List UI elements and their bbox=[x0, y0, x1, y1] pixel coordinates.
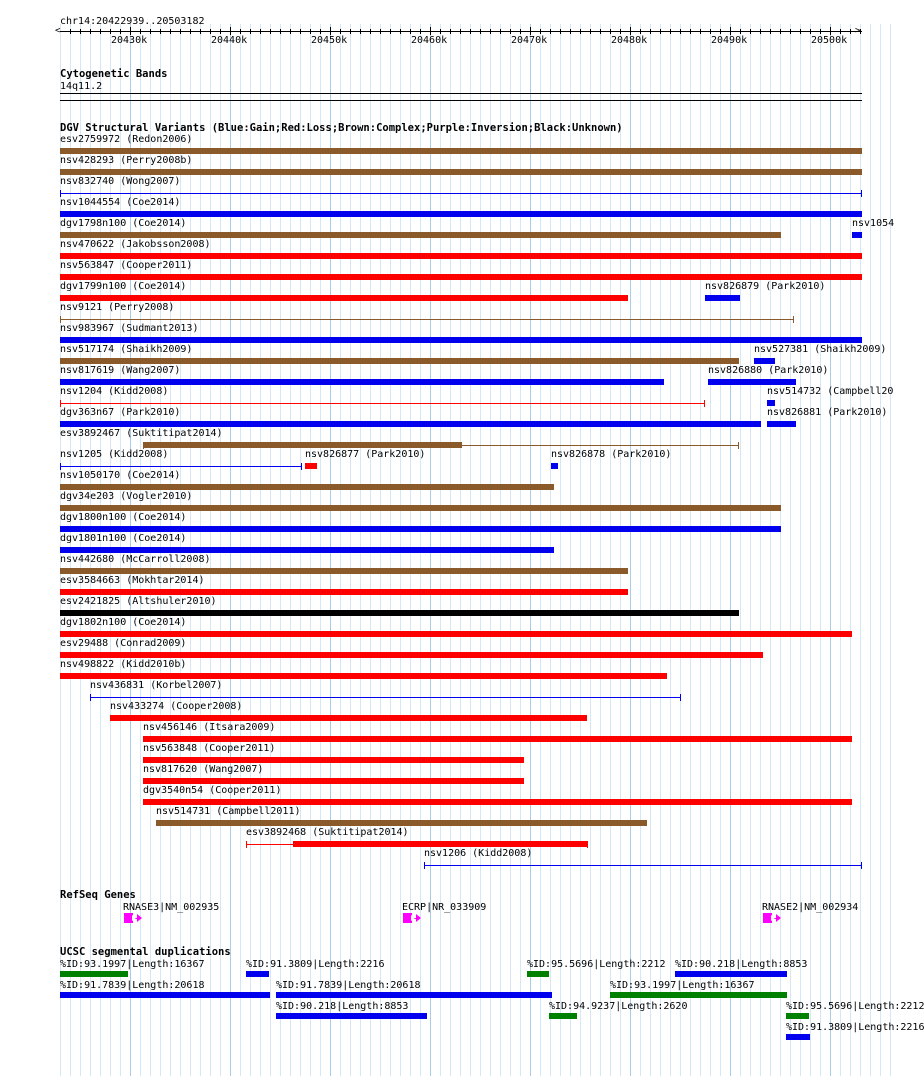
ruler-tick bbox=[660, 29, 661, 34]
dgv-feature-line[interactable] bbox=[60, 403, 705, 404]
ruler-tick bbox=[240, 29, 241, 34]
ruler-tick bbox=[780, 29, 781, 34]
segdup-track-title[interactable]: UCSC segmental duplications bbox=[60, 946, 231, 958]
ruler-tick bbox=[140, 29, 141, 34]
ruler-tick bbox=[750, 29, 751, 34]
ruler-tick bbox=[600, 29, 601, 34]
strand-arrow-icon bbox=[776, 914, 781, 922]
cytoband-line-bottom bbox=[60, 100, 862, 101]
dgv-feature-label[interactable]: nsv517174 (Shaikh2009) bbox=[60, 344, 193, 355]
dgv-feature-bar[interactable] bbox=[754, 358, 775, 364]
segdup-bar[interactable] bbox=[60, 971, 128, 977]
dgv-feature-label[interactable]: nsv456146 (Itsara2009) bbox=[143, 722, 276, 733]
segdup-bar[interactable] bbox=[276, 1013, 427, 1019]
segdup-label[interactable]: %ID:91.3809|Length:2216 bbox=[246, 959, 385, 970]
dgv-feature-cap bbox=[60, 316, 61, 323]
dgv-feature-bar[interactable] bbox=[60, 652, 763, 658]
ruler-tick bbox=[790, 29, 791, 34]
segdup-label[interactable]: %ID:93.1997|Length:16367 bbox=[60, 959, 205, 970]
dgv-feature-line[interactable] bbox=[424, 865, 862, 866]
ruler-tick bbox=[270, 29, 271, 34]
strand-arrow-icon bbox=[416, 914, 421, 922]
ruler-tick bbox=[300, 29, 301, 34]
dgv-feature-label[interactable]: nsv470622 (Jakobsson2008) bbox=[60, 239, 211, 250]
ruler-tick bbox=[580, 29, 581, 34]
dgv-feature-bar[interactable] bbox=[60, 547, 554, 553]
ruler-tick-label: 20460k bbox=[411, 35, 448, 46]
ruler-tick bbox=[340, 29, 341, 34]
dgv-feature-label[interactable]: nsv514732 (Campbell20 bbox=[767, 386, 894, 397]
ruler-tick bbox=[310, 29, 311, 34]
segdup-bar[interactable] bbox=[527, 971, 549, 977]
ruler-tick bbox=[450, 29, 451, 34]
dgv-feature-bar[interactable] bbox=[110, 715, 587, 721]
ruler-tick bbox=[120, 29, 121, 34]
dgv-feature-bar[interactable] bbox=[60, 379, 664, 385]
ruler-tick bbox=[440, 29, 441, 34]
segdup-label[interactable]: %ID:94.9237|Length:2620 bbox=[549, 1001, 688, 1012]
dgv-feature-label[interactable]: nsv1206 (Kidd2008) bbox=[424, 848, 533, 859]
ruler-tick bbox=[430, 27, 431, 35]
ruler-tick-label: 20430k bbox=[111, 35, 148, 46]
ruler-tick bbox=[610, 29, 611, 34]
ruler-tick bbox=[400, 29, 401, 34]
dgv-feature-bar[interactable] bbox=[60, 358, 739, 364]
dgv-feature-cap bbox=[738, 442, 739, 449]
ruler-tick bbox=[320, 29, 321, 34]
dgv-feature-bar[interactable] bbox=[60, 421, 761, 427]
dgv-feature-bar[interactable] bbox=[60, 484, 554, 490]
ruler-tick bbox=[420, 29, 421, 34]
ruler-tick-label: 20450k bbox=[311, 35, 348, 46]
dgv-feature-label[interactable]: dgv1801n100 (Coe2014) bbox=[60, 533, 187, 544]
dgv-feature-cap bbox=[680, 694, 681, 701]
dgv-feature-bar[interactable] bbox=[60, 568, 628, 574]
dgv-feature-cap bbox=[301, 463, 302, 470]
segdup-bar[interactable] bbox=[675, 971, 787, 977]
dgv-feature-bar[interactable] bbox=[60, 148, 862, 154]
dgv-feature-label[interactable]: esv3584663 (Mokhtar2014) bbox=[60, 575, 205, 586]
dgv-feature-cap bbox=[424, 862, 425, 869]
dgv-feature-label[interactable]: nsv1205 (Kidd2008) bbox=[60, 449, 169, 460]
dgv-feature-bar[interactable] bbox=[60, 232, 781, 238]
dgv-feature-bar[interactable] bbox=[60, 610, 739, 616]
ruler-tick bbox=[520, 29, 521, 34]
ruler-tick bbox=[470, 29, 471, 34]
ruler-tick bbox=[590, 29, 591, 34]
ruler-tick bbox=[630, 27, 631, 35]
ruler-tick bbox=[810, 29, 811, 34]
dgv-feature-bar[interactable] bbox=[143, 799, 852, 805]
dgv-feature-cap bbox=[60, 400, 61, 407]
dgv-feature-label[interactable]: nsv1204 (Kidd2008) bbox=[60, 386, 169, 397]
ruler-tick bbox=[150, 29, 151, 34]
dgv-feature-bar[interactable] bbox=[60, 295, 628, 301]
ruler-tick bbox=[540, 29, 541, 34]
gene-label[interactable]: RNASE3|NM_002935 bbox=[123, 902, 220, 913]
dgv-feature-bar[interactable] bbox=[60, 169, 862, 175]
dgv-feature-label[interactable]: nsv563848 (Cooper2011) bbox=[143, 743, 276, 754]
dgv-feature-bar[interactable] bbox=[60, 253, 862, 259]
cytoband-label: 14q11.2 bbox=[60, 81, 103, 92]
ruler-tick bbox=[800, 29, 801, 34]
dgv-feature-label[interactable]: nsv442680 (McCarroll2008) bbox=[60, 554, 211, 565]
ruler-tick bbox=[190, 29, 191, 34]
strand-arrow-icon bbox=[132, 915, 136, 921]
segdup-bar[interactable] bbox=[549, 1013, 577, 1019]
ruler-tick bbox=[650, 29, 651, 34]
ruler-tick bbox=[460, 29, 461, 34]
ruler-tick bbox=[70, 29, 71, 34]
dgv-feature-label[interactable]: nsv436831 (Korbel2007) bbox=[90, 680, 223, 691]
ruler-tick-label: 20470k bbox=[511, 35, 548, 46]
ruler-tick-label: 20440k bbox=[211, 35, 248, 46]
ruler-tick bbox=[510, 29, 511, 34]
dgv-feature-bar[interactable] bbox=[143, 736, 852, 742]
ruler-tick bbox=[700, 29, 701, 34]
ruler-tick bbox=[200, 29, 201, 34]
ruler-tick-label: 20500k bbox=[811, 35, 848, 46]
dgv-feature-label[interactable]: dgv1800n100 (Coe2014) bbox=[60, 512, 187, 523]
cytoband-track-title[interactable]: Cytogenetic Bands bbox=[60, 68, 168, 80]
segdup-bar[interactable] bbox=[786, 1034, 810, 1040]
ruler-tick bbox=[530, 27, 531, 35]
dgv-feature-bar[interactable] bbox=[293, 841, 588, 847]
gene-label[interactable]: RNASE2|NM_002934 bbox=[762, 902, 859, 913]
ruler-position: chr14:20422939..20503182 bbox=[60, 16, 205, 27]
dgv-feature-bar[interactable] bbox=[60, 505, 781, 511]
dgv-feature-bar[interactable] bbox=[767, 400, 775, 406]
segdup-label[interactable]: %ID:90.218|Length:8853 bbox=[675, 959, 808, 970]
dgv-feature-label[interactable]: esv29488 (Conrad2009) bbox=[60, 638, 187, 649]
ruler-tick bbox=[690, 29, 691, 34]
ruler-tick bbox=[480, 29, 481, 34]
refseq-track-title[interactable]: RefSeq Genes bbox=[60, 889, 136, 901]
dgv-feature-cap bbox=[704, 400, 705, 407]
dgv-feature-label[interactable]: nsv1044554 (Coe2014) bbox=[60, 197, 181, 208]
ruler-tick bbox=[390, 29, 391, 34]
segdup-label[interactable]: %ID:90.218|Length:8853 bbox=[276, 1001, 409, 1012]
ruler-tick bbox=[80, 29, 81, 34]
gene-label[interactable]: ECRP|NR_033909 bbox=[402, 902, 487, 913]
dgv-feature-cap bbox=[60, 190, 61, 197]
segdup-label[interactable]: %ID:91.7839|Length:20618 bbox=[276, 980, 421, 991]
dgv-feature-cap bbox=[861, 190, 862, 197]
dgv-feature-label[interactable]: nsv826878 (Park2010) bbox=[551, 449, 672, 460]
ruler-tick bbox=[860, 29, 861, 34]
ruler-tick bbox=[770, 29, 771, 34]
ruler-tick bbox=[680, 29, 681, 34]
ruler-tick bbox=[290, 29, 291, 34]
dgv-feature-label[interactable]: nsv826881 (Park2010) bbox=[767, 407, 888, 418]
ruler-tick bbox=[740, 29, 741, 34]
ruler-tick bbox=[830, 27, 831, 35]
ruler-tick bbox=[250, 29, 251, 34]
segdup-label[interactable]: %ID:95.5696|Length:2212 bbox=[527, 959, 666, 970]
dgv-feature-bar[interactable] bbox=[767, 421, 796, 427]
ruler-tick bbox=[760, 29, 761, 34]
segdup-label[interactable]: %ID:91.7839|Length:20618 bbox=[60, 980, 205, 991]
dgv-feature-line[interactable] bbox=[60, 319, 794, 320]
dgv-feature-label[interactable]: esv3892468 (Suktitipat2014) bbox=[246, 827, 409, 838]
dgv-feature-line[interactable] bbox=[60, 193, 862, 194]
segdup-bar[interactable] bbox=[276, 992, 552, 998]
dgv-feature-label[interactable]: nsv563847 (Cooper2011) bbox=[60, 260, 193, 271]
dgv-feature-bar[interactable] bbox=[60, 631, 852, 637]
dgv-feature-label[interactable]: nsv983967 (Sudmant2013) bbox=[60, 323, 199, 334]
dgv-feature-bar[interactable] bbox=[143, 757, 524, 763]
segdup-bar[interactable] bbox=[60, 992, 270, 998]
ruler-tick bbox=[100, 29, 101, 34]
dgv-feature-bar[interactable] bbox=[156, 820, 647, 826]
ruler-tick bbox=[550, 29, 551, 34]
dgv-feature-label[interactable]: nsv428293 (Perry2008b) bbox=[60, 155, 193, 166]
ruler-tick bbox=[850, 29, 851, 34]
dgv-feature-cap bbox=[60, 463, 61, 470]
dgv-feature-label[interactable]: nsv826879 (Park2010) bbox=[705, 281, 826, 292]
dgv-feature-bar[interactable] bbox=[60, 526, 781, 532]
ruler-right-arrow: > bbox=[855, 26, 861, 36]
ruler-tick bbox=[210, 29, 211, 34]
strand-arrow-icon bbox=[411, 915, 415, 921]
ruler-tick bbox=[560, 29, 561, 34]
dgv-feature-label[interactable]: nsv9121 (Perry2008) bbox=[60, 302, 175, 313]
segdup-bar[interactable] bbox=[610, 992, 787, 998]
dgv-feature-bar[interactable] bbox=[705, 295, 740, 301]
dgv-feature-bar[interactable] bbox=[60, 589, 628, 595]
dgv-feature-label[interactable]: nsv498822 (Kidd2010b) bbox=[60, 659, 187, 670]
dgv-track-title[interactable]: DGV Structural Variants (Blue:Gain;Red:Loss;Brown:Complex;Purple:Inversion;Black:Unknown) bbox=[60, 122, 623, 134]
strand-arrow-icon bbox=[137, 914, 142, 922]
ruler-tick bbox=[490, 29, 491, 34]
ruler-tick bbox=[90, 29, 91, 34]
dgv-feature-label[interactable]: dgv3540n54 (Cooper2011) bbox=[143, 785, 282, 796]
ruler-tick bbox=[710, 29, 711, 34]
ruler-tick bbox=[230, 27, 231, 35]
ruler-tick bbox=[280, 29, 281, 34]
ruler-tick bbox=[350, 29, 351, 34]
segdup-bar[interactable] bbox=[246, 971, 269, 977]
dgv-feature-cap bbox=[793, 316, 794, 323]
ruler-tick bbox=[840, 29, 841, 34]
ruler-tick bbox=[500, 29, 501, 34]
dgv-feature-bar[interactable] bbox=[143, 442, 462, 448]
dgv-feature-label[interactable]: dgv34e203 (Vogler2010) bbox=[60, 491, 193, 502]
ruler-tick bbox=[720, 29, 721, 34]
ruler-tick bbox=[130, 27, 131, 35]
dgv-feature-label[interactable]: nsv826880 (Park2010) bbox=[708, 365, 829, 376]
ruler-tick bbox=[670, 29, 671, 34]
ruler-tick bbox=[220, 29, 221, 34]
ruler-tick bbox=[370, 29, 371, 34]
ruler-tick bbox=[410, 29, 411, 34]
segdup-label[interactable]: %ID:93.1997|Length:16367 bbox=[610, 980, 755, 991]
ruler-left-arrow: < bbox=[55, 26, 61, 36]
ruler-tick bbox=[730, 27, 731, 35]
ruler-tick bbox=[380, 29, 381, 34]
dgv-feature-line[interactable] bbox=[90, 697, 681, 698]
dgv-feature-bar[interactable] bbox=[708, 379, 796, 385]
dgv-feature-label[interactable]: esv2421825 (Altshuler2010) bbox=[60, 596, 217, 607]
ruler-tick bbox=[110, 29, 111, 34]
dgv-feature-label[interactable]: nsv832740 (Wong2007) bbox=[60, 176, 181, 187]
dgv-feature-label[interactable]: nsv1050170 (Coe2014) bbox=[60, 470, 181, 481]
dgv-feature-label[interactable]: nsv817619 (Wang2007) bbox=[60, 365, 181, 376]
dgv-feature-label[interactable]: dgv363n67 (Park2010) bbox=[60, 407, 181, 418]
dgv-feature-bar[interactable] bbox=[551, 463, 558, 469]
cytoband-line-top bbox=[60, 93, 862, 94]
dgv-feature-bar[interactable] bbox=[305, 463, 317, 469]
ruler-tick bbox=[640, 29, 641, 34]
dgv-feature-bar[interactable] bbox=[60, 337, 862, 343]
ruler-tick bbox=[260, 29, 261, 34]
dgv-feature-bar[interactable] bbox=[60, 211, 862, 217]
ruler-tick bbox=[360, 29, 361, 34]
ruler-tick bbox=[820, 29, 821, 34]
dgv-feature-label[interactable]: nsv826877 (Park2010) bbox=[305, 449, 426, 460]
dgv-feature-line[interactable] bbox=[60, 466, 302, 467]
ruler-tick bbox=[570, 29, 571, 34]
strand-arrow-icon bbox=[771, 915, 775, 921]
ruler-tick bbox=[180, 29, 181, 34]
dgv-feature-bar[interactable] bbox=[143, 778, 524, 784]
dgv-feature-label[interactable]: nsv817620 (Wang2007) bbox=[143, 764, 264, 775]
dgv-feature-cap bbox=[861, 862, 862, 869]
dgv-feature-label[interactable]: dgv1799n100 (Coe2014) bbox=[60, 281, 187, 292]
ruler-tick bbox=[160, 29, 161, 34]
dgv-feature-label[interactable]: esv2759972 (Redon2006) bbox=[60, 134, 193, 145]
dgv-feature-bar[interactable] bbox=[60, 274, 862, 280]
dgv-feature-bar[interactable] bbox=[60, 673, 667, 679]
dgv-feature-label[interactable]: dgv1798n100 (Coe2014) bbox=[60, 218, 187, 229]
dgv-feature-label[interactable]: nsv433274 (Cooper2008) bbox=[110, 701, 243, 712]
dgv-feature-label[interactable]: dgv1802n100 (Coe2014) bbox=[60, 617, 187, 628]
dgv-feature-bar[interactable] bbox=[852, 232, 862, 238]
dgv-feature-cap bbox=[246, 841, 247, 848]
dgv-feature-label[interactable]: esv3892467 (Suktitipat2014) bbox=[60, 428, 223, 439]
segdup-label[interactable]: %ID:91.3809|Length:2216 bbox=[786, 1022, 924, 1033]
dgv-feature-cap bbox=[90, 694, 91, 701]
segdup-bar[interactable] bbox=[786, 1013, 809, 1019]
ruler-tick bbox=[620, 29, 621, 34]
dgv-feature-label[interactable]: nsv1054 bbox=[852, 218, 895, 229]
dgv-feature-label[interactable]: nsv514731 (Campbell2011) bbox=[156, 806, 301, 817]
dgv-feature-label[interactable]: nsv527381 (Shaikh2009) bbox=[754, 344, 887, 355]
ruler-tick bbox=[170, 29, 171, 34]
segdup-label[interactable]: %ID:95.5696|Length:2212 bbox=[786, 1001, 924, 1012]
ruler-tick bbox=[330, 27, 331, 35]
ruler-tick-label: 20490k bbox=[711, 35, 748, 46]
ruler-tick-label: 20480k bbox=[611, 35, 648, 46]
